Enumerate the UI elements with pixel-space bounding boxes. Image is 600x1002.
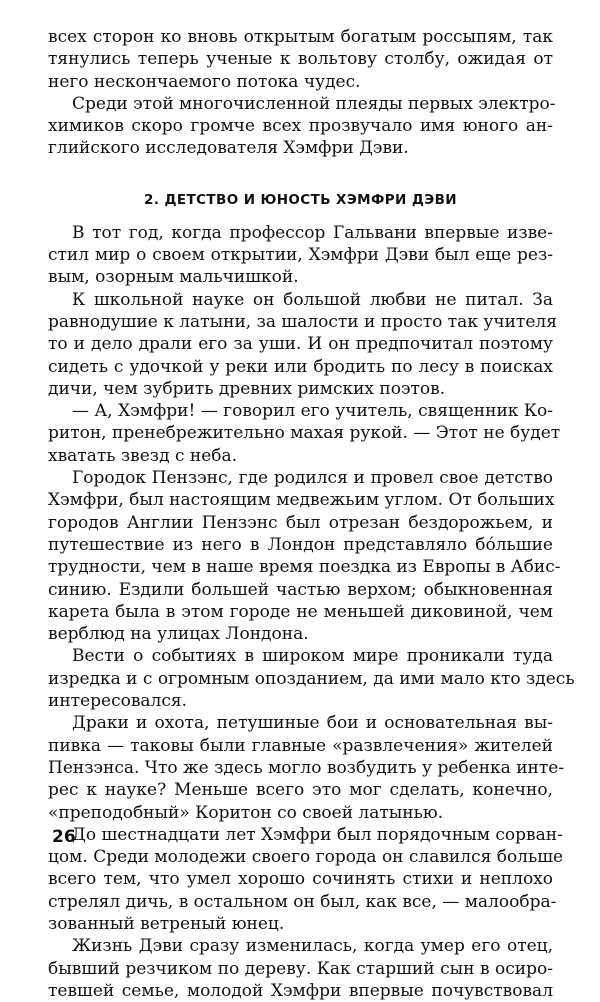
text-line: К школьной науке он большой любви не питал. За bbox=[72, 289, 553, 310]
text-line: трудности, чем в наше время поездка из Европы в Абис- bbox=[48, 557, 561, 578]
text-line: зованный ветреный юнец. bbox=[48, 913, 285, 934]
text-line: стрелял дичь, в остальном он был, как все, — малообра- bbox=[48, 891, 557, 912]
text-line: Жизнь Дэви сразу изменилась, когда умер его отец, bbox=[72, 936, 553, 957]
text-line: изредка и с огромным опозданием, да ими мало кто здесь bbox=[48, 668, 575, 689]
text-line: верблюд на улицах Лондона. bbox=[48, 624, 309, 645]
text-line: стил мир о своем открытии, Хэмфри Дэви был еще рез- bbox=[48, 245, 553, 266]
text-line: хватать звезд с неба. bbox=[48, 445, 238, 466]
text-line: синию. Ездили большей частью верхом; обыкновенная bbox=[48, 579, 553, 600]
text-line: Среди этой многочисленной плеяды первых электро- bbox=[72, 93, 556, 114]
text-line: городов Англии Пензэнс был отрезан бездорожьем, и bbox=[48, 512, 553, 533]
text-line: сидеть с удочкой у реки или бродить по лесу в поисках bbox=[48, 356, 553, 377]
text-line: Городок Пензэнс, где родился и провел свое детство bbox=[72, 468, 553, 489]
text-line: цом. Среди молодежи своего города он славился больше bbox=[48, 847, 564, 868]
text-line: вым, озорным мальчишкой. bbox=[48, 267, 299, 288]
text-line: Хэмфри, был настоящим медвежьим углом. От больших bbox=[48, 490, 555, 511]
text-line: путешествие из него в Лондон представляло бо́льшие bbox=[48, 534, 553, 555]
text-line: ритон, пренебрежительно махая рукой. — Этот не будет bbox=[48, 423, 561, 444]
text-line: карета была в этом городе не меньшей диковиной, чем bbox=[48, 601, 553, 622]
text-line: Пензэнса. Что же здесь могло возбудить у ребенка инте- bbox=[48, 757, 565, 778]
text-line: него нескончаемого потока чудес. bbox=[48, 71, 361, 92]
text-line: До шестнадцати лет Хэмфри был порядочным сорван- bbox=[72, 824, 563, 845]
text-line: то и дело драли его за уши. И он предпочитал поэтому bbox=[48, 334, 553, 355]
text-line: тевшей семье, молодой Хэмфри впервые почувствовал bbox=[48, 980, 553, 1001]
text-line: равнодушие к латыни, за шалости и просто так учителя bbox=[48, 311, 557, 332]
text-line: дичи, чем зубрить древних римских поэтов. bbox=[48, 378, 446, 399]
text-line: — А, Хэмфри! — говорил его учитель, священник Ко- bbox=[72, 401, 553, 422]
text-line: бывший резчиком по дереву. Как старший сын в осиро- bbox=[48, 958, 553, 979]
text-line: всех сторон ко вновь открытым богатым россыпям, так bbox=[48, 27, 553, 47]
text-line: «преподобный» Коритон со своей латынью. bbox=[48, 802, 444, 823]
text-line: интересовался. bbox=[48, 691, 187, 712]
text-line: В тот год, когда профессор Гальвани впервые изве- bbox=[72, 222, 553, 243]
text-line: всего тем, что умел хорошо сочинять стихи и неплохо bbox=[48, 869, 553, 890]
text-line: химиков скоро громче всех прозвучало имя юного ан- bbox=[48, 116, 553, 137]
text-line: Драки и охота, петушиные бои и основательная вы- bbox=[72, 713, 553, 734]
text-line: глийского исследователя Хэмфри Дэви. bbox=[48, 138, 409, 159]
page-number: 26 bbox=[52, 827, 76, 847]
text-line: пивка — таковы были главные «развлечения» жителей bbox=[48, 735, 553, 756]
text-line: тянулись теперь ученые к вольтову столбу, ожидая от bbox=[48, 49, 553, 70]
section-spacing bbox=[48, 160, 553, 182]
text-line: Вести о событиях в широком мире проникали туда bbox=[72, 646, 553, 667]
text-line: рес к науке? Меньше всего это мог сделать, конечно, bbox=[48, 780, 553, 801]
section-heading: 2. ДЕТСТВО И ЮНОСТЬ ХЭМФРИ ДЭВИ bbox=[144, 191, 457, 208]
